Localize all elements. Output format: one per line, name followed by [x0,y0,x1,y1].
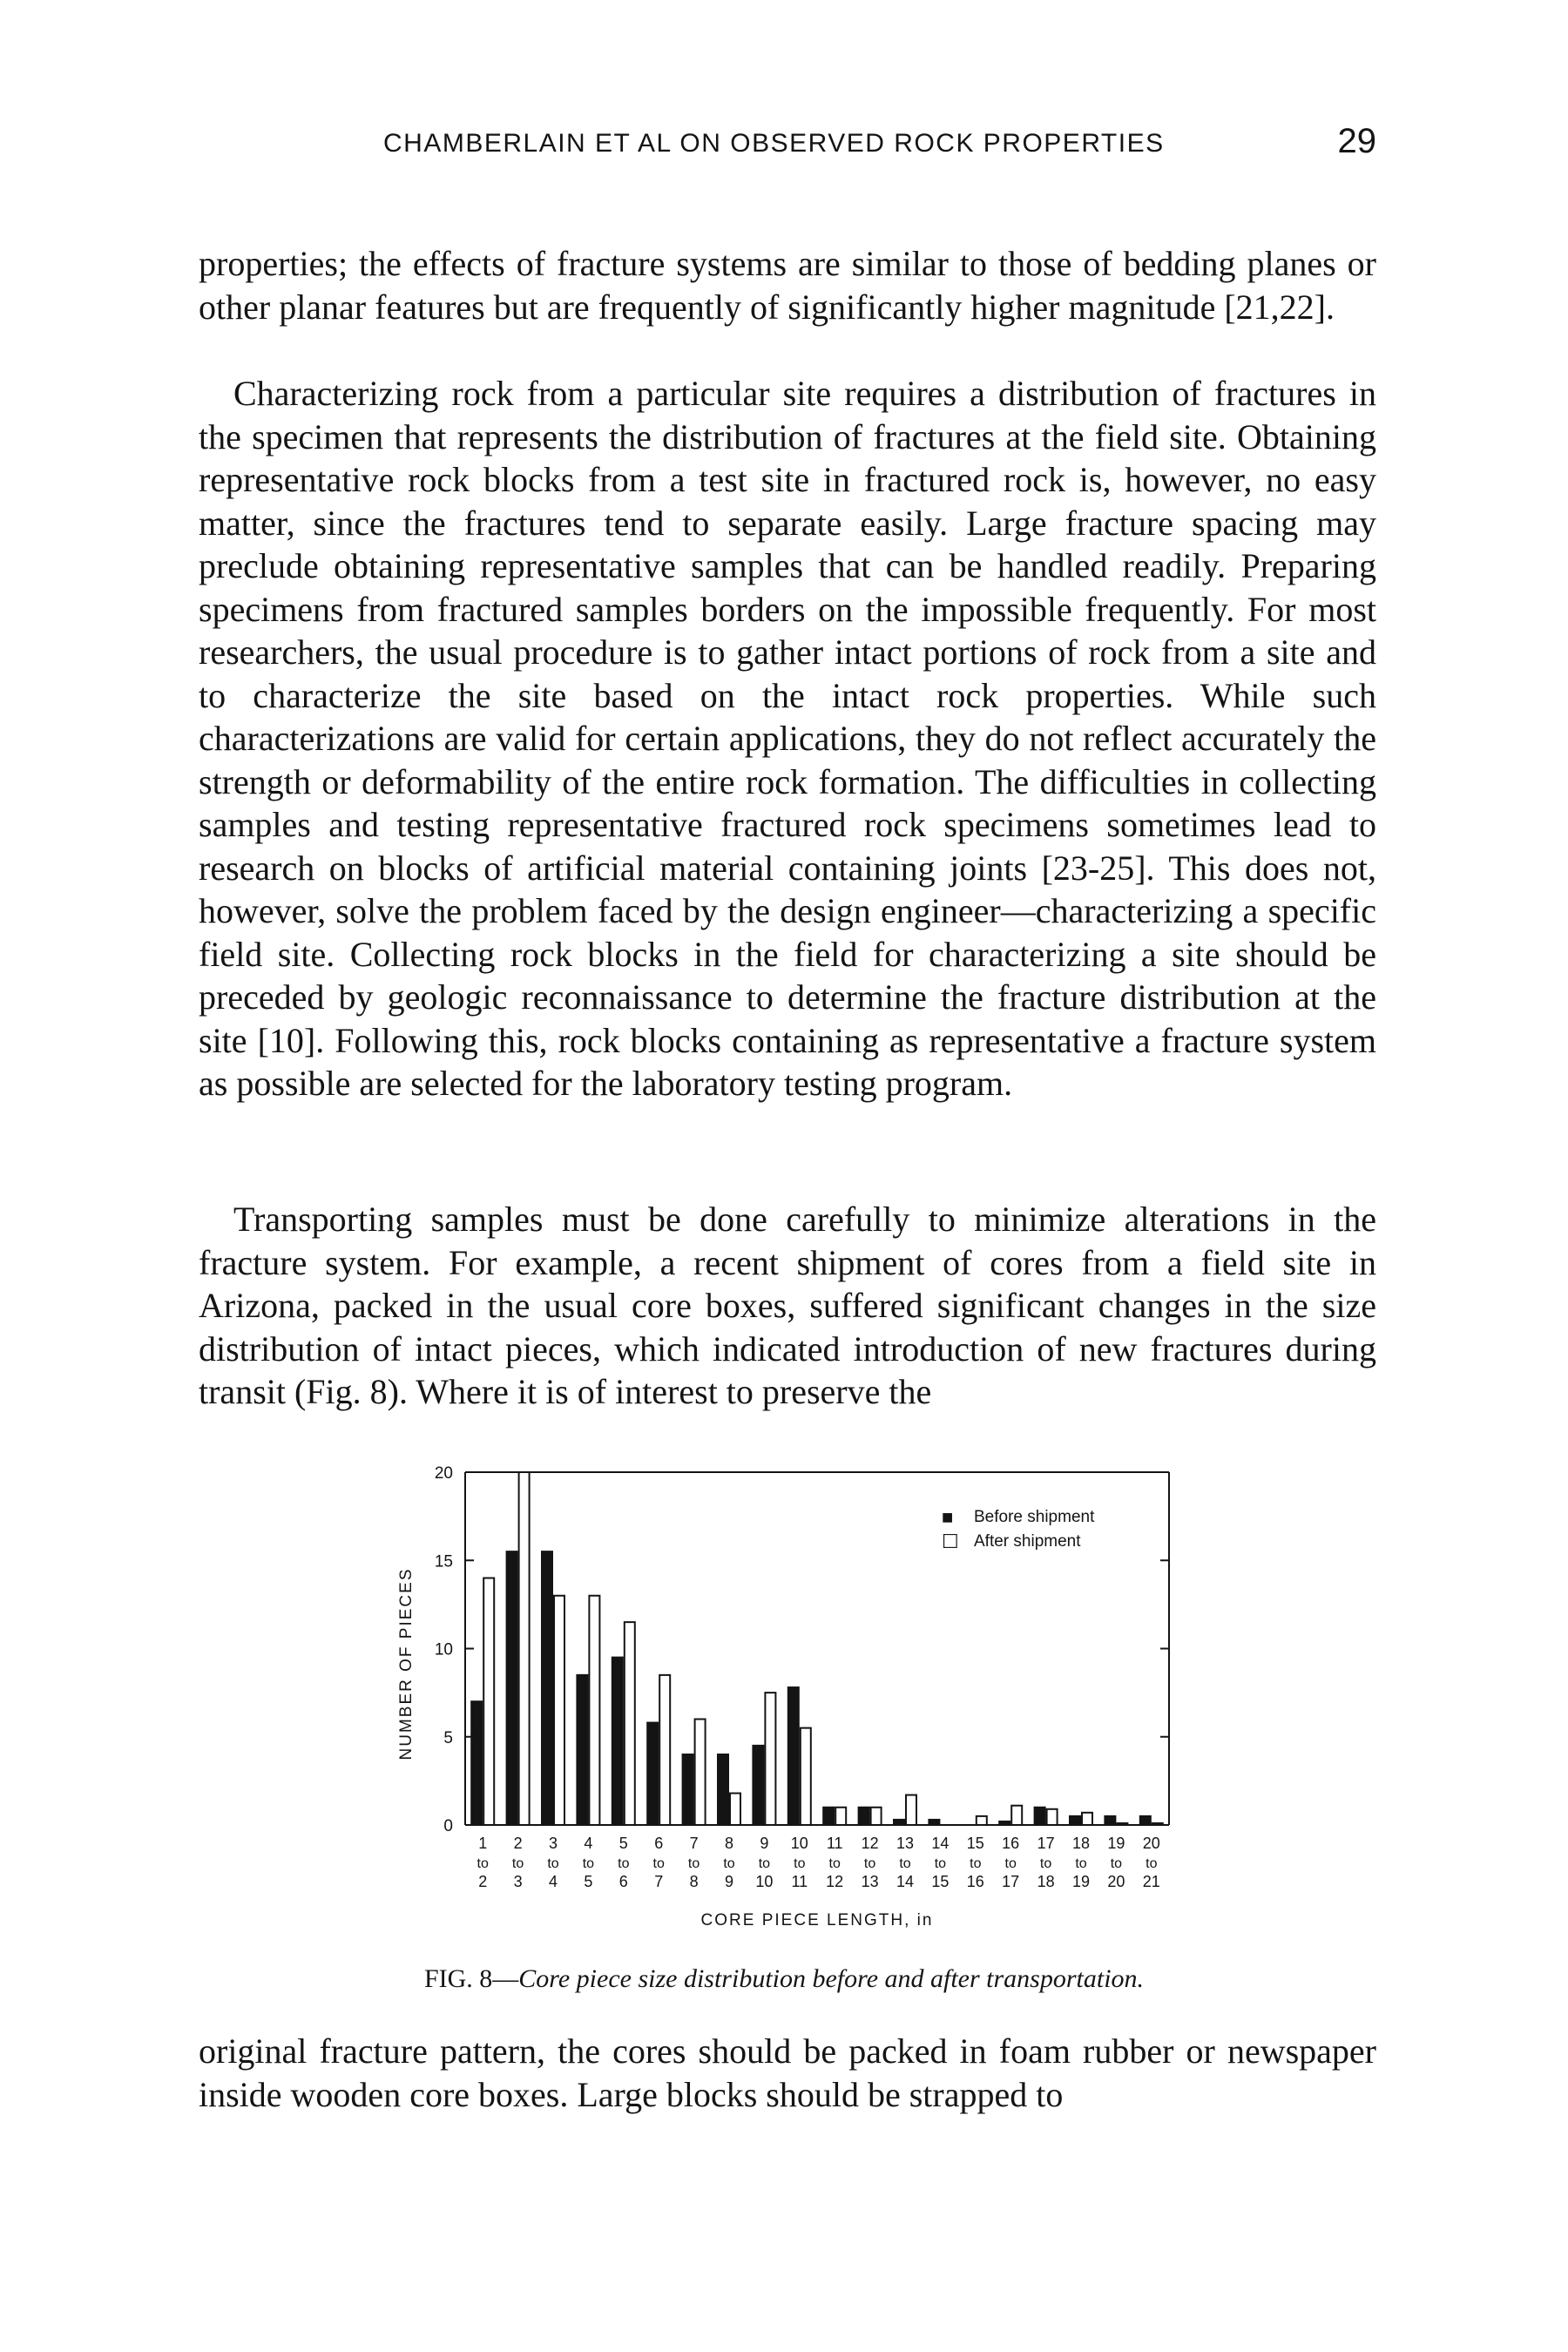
x-label-end-9: 11 [791,1873,808,1890]
x-label-from-5: 6 [654,1835,664,1852]
x-label-to-5: to [652,1856,665,1871]
bar-after-15 [977,1816,987,1825]
bar-before-13 [894,1820,904,1825]
x-label-to-11: to [863,1856,876,1871]
x-label-from-4: 5 [618,1835,628,1852]
bar-before-20 [1140,1816,1151,1825]
bar-before-2 [507,1551,517,1825]
x-axis [477,1835,1160,1890]
x-label-to-16: to [1039,1856,1052,1871]
x-label-from-6: 7 [689,1835,699,1852]
x-label-end-17: 19 [1071,1873,1091,1890]
x-axis-label: CORE PIECE LENGTH, in [700,1911,934,1930]
bar-before-16 [999,1821,1010,1825]
y-tick-label-3: 15 [434,1552,453,1571]
x-label-end-12: 14 [896,1873,915,1890]
x-label-to-9: to [794,1856,806,1871]
x-label-from-8: 9 [760,1835,769,1852]
bar-after-7 [695,1720,706,1826]
figure-caption [0,1964,1568,1994]
y-tick-label-4: 20 [434,1464,453,1483]
x-label-to-2: to [547,1856,559,1871]
figure-8-chart [375,1450,1176,1938]
x-label-end-3: 5 [584,1873,593,1890]
x-label-to-3: to [582,1856,595,1871]
x-label-end-18: 20 [1107,1873,1125,1890]
bar-after-6 [659,1675,670,1825]
x-label-end-14: 16 [966,1873,984,1890]
x-label-from-0: 1 [478,1835,488,1852]
x-label-to-17: to [1075,1856,1087,1871]
x-label-end-6: 8 [689,1873,699,1890]
bar-after-5 [625,1622,635,1825]
x-label-end-5: 7 [654,1873,664,1890]
bar-after-17 [1047,1809,1058,1825]
x-label-end-2: 4 [548,1873,558,1890]
x-label-to-4: to [618,1856,630,1871]
bar-after-3 [554,1596,564,1825]
x-label-from-15: 16 [1002,1835,1020,1852]
x-label-from-3: 4 [584,1835,593,1852]
bar-after-10 [801,1728,811,1825]
bar-before-3 [542,1551,552,1825]
x-label-to-18: to [1110,1856,1123,1871]
y-tick-label-2: 10 [434,1640,453,1659]
bar-after-9 [765,1693,775,1825]
x-label-end-16: 18 [1037,1873,1055,1890]
bar-before-9 [753,1746,763,1825]
bar-before-12 [859,1808,869,1825]
x-label-to-0: to [476,1856,489,1871]
legend-after-mark: ☐ [942,1531,959,1552]
x-label-to-15: to [1004,1856,1017,1871]
bar-before-4 [577,1675,587,1825]
paragraph-4: original fracture pattern, the cores should be packed in foam rubber or newspaper inside wooden core boxes. Large blocks should be strapped to [199,2031,1376,2114]
x-label-to-12: to [899,1856,911,1871]
x-label-from-13: 14 [931,1835,950,1852]
x-label-from-19: 20 [1142,1835,1160,1852]
x-label-from-2: 3 [548,1835,558,1852]
bar-before-14 [929,1820,939,1825]
bar-before-1 [471,1701,482,1825]
bar-before-6 [647,1723,658,1825]
bar-before-8 [718,1754,728,1825]
bar-before-10 [788,1687,799,1825]
x-label-to-6: to [687,1856,700,1871]
legend-after-label: After shipment [974,1532,1081,1551]
x-label-from-14: 15 [966,1835,984,1852]
bar-after-11 [835,1808,846,1825]
x-label-from-16: 17 [1037,1835,1055,1852]
y-tick-label-1: 5 [443,1728,453,1747]
x-label-to-10: to [828,1856,841,1871]
paragraph-2: Characterizing rock from a particular site requires a distribution of fractures in the specimen that represents the distribution of fractures at the field site. Obtaining representative rock blocks from a test site in fractured rock is, however, no easy matter, since the fractures tend to separate easily. Large fracture spacing may preclude obtaining representative samples that can be handled readily. Preparing specimens from fractured samples borders on the impossible frequently. For most researchers, the usual procedure is to gather intact portions of rock from a site and to characterize the site based on the intact rock properties. While such characterizations are valid for certain applications, they do not reflect accurately the strength or deformability of the entire rock formation. The difficulties in collecting samples and testing representative fractured rock specimens sometimes lead to research on blocks of artificial material containing joints [23-25]. This does not, however, solve the problem faced by the design engineer—characterizing a specific field site. Collecting rock blocks in the field for characterizing a site should be preceded by geologic reconnaissance to determine the fracture distribution at the site [10]. Following this, rock blocks containing as representative a fracture system as possible are selected for the laboratory testing program. [199,374,1376,1103]
paragraph-1: properties; the effects of fracture systems are similar to those of bedding planes or other planar features but are frequently of significantly higher magnitude [21,22]. [199,244,1376,327]
x-label-to-1: to [511,1856,524,1871]
x-label-end-11: 13 [861,1873,879,1890]
bar-before-5 [612,1658,623,1825]
page-number: 29 [1337,122,1376,160]
x-label-end-8: 10 [755,1873,774,1890]
x-label-end-13: 15 [931,1873,950,1890]
x-label-to-14: to [970,1856,982,1871]
bar-after-12 [871,1808,882,1825]
x-label-from-12: 13 [896,1835,915,1852]
bar-before-18 [1070,1816,1080,1825]
bar-before-7 [683,1754,693,1825]
x-label-end-15: 17 [1002,1873,1020,1890]
x-label-end-7: 9 [724,1873,734,1890]
running-title: CHAMBERLAIN ET AL ON OBSERVED ROCK PROPERTIES [383,129,1165,158]
x-label-from-11: 12 [861,1835,879,1852]
x-label-end-19: 21 [1142,1873,1160,1890]
paragraph-3: Transporting samples must be done carefully to minimize alterations in the fracture system. For example, a recent shipment of cores from a field site in Arizona, packed in the usual core boxes, suffered significant changes in the size distribution of intact pieces, which indicated introduction of new fractures during transit (Fig. 8). Where it is of interest to preserve the [199,1200,1376,1411]
x-label-end-1: 3 [513,1873,523,1890]
y-tick-label-0: 0 [443,1817,453,1835]
bar-after-2 [519,1472,530,1825]
x-label-from-1: 2 [513,1835,523,1852]
x-label-from-7: 8 [724,1835,734,1852]
legend-before-label: Before shipment [974,1508,1095,1526]
x-label-to-19: to [1146,1856,1158,1871]
x-label-from-17: 18 [1071,1835,1091,1852]
bar-after-18 [1082,1813,1092,1825]
bar-after-16 [1011,1806,1022,1825]
x-label-end-10: 12 [826,1873,844,1890]
bar-before-11 [823,1808,834,1825]
bar-after-4 [589,1596,599,1825]
bar-after-13 [906,1795,916,1825]
x-label-end-0: 2 [478,1873,488,1890]
x-label-from-18: 19 [1107,1835,1125,1852]
x-label-to-7: to [723,1856,735,1871]
legend-before-mark: ■ [942,1506,954,1528]
y-axis-label: NUMBER OF PIECES [397,1567,416,1761]
bar-after-19 [1117,1823,1127,1825]
x-label-to-13: to [934,1856,947,1871]
legend [942,1506,1095,1552]
bar-after-8 [730,1794,740,1825]
bar-before-17 [1035,1808,1045,1825]
bar-after-1 [483,1578,494,1826]
bar-before-19 [1105,1816,1115,1825]
x-label-from-10: 11 [826,1835,843,1852]
figure-label: FIG. 8— [423,1964,519,1993]
x-label-from-9: 10 [790,1835,808,1852]
figure-caption-text: Core piece size distribution before and after transportation. [518,1964,1145,1993]
x-label-to-8: to [758,1856,771,1871]
x-label-end-4: 6 [618,1873,628,1890]
